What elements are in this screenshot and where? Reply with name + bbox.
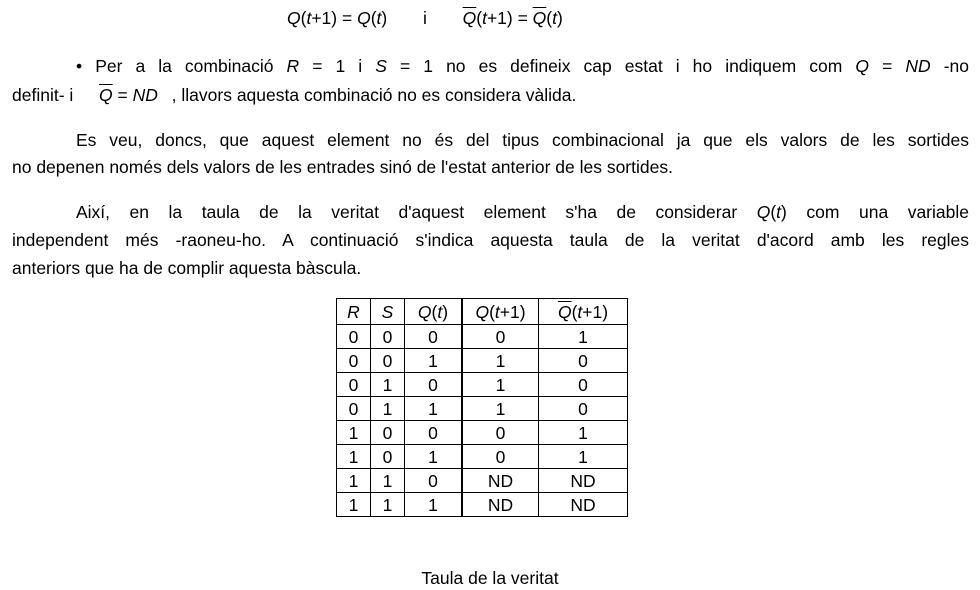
table-cell: 1 (539, 445, 628, 469)
bullet-text: -no (943, 56, 970, 76)
table-row (337, 469, 628, 493)
header-q-t1: Q(t+1) (462, 299, 539, 325)
table-cell: 0 (405, 373, 463, 397)
var-q: Q (855, 56, 870, 76)
table-cell: 0 (337, 349, 371, 373)
bullet-text: Per a la combinació (95, 56, 274, 76)
table-cell: 1 (371, 493, 405, 517)
var-r: R (286, 56, 300, 76)
table-cell: 1 (371, 397, 405, 421)
table-cell: 0 (405, 421, 463, 445)
table-cell: 0 (371, 349, 405, 373)
table-row (337, 397, 628, 421)
bullet-text: no es defineix cap estat i ho indiquem com (446, 56, 843, 76)
para3-text: Així, en la taula de la veritat d'aquest element s'ha de considerar (76, 202, 738, 222)
para3-text: com una variable (806, 202, 969, 222)
para3-line-3: anteriors que ha de complir aquesta bàscula. (12, 258, 362, 278)
table-cell: 0 (539, 349, 628, 373)
table-row (337, 445, 628, 469)
header-qbar-t1: $\overline{Q}(t+1)$ (539, 299, 628, 325)
table-cell: 1 (337, 469, 371, 493)
equation-left: Q(t+1) = Q(t) (287, 8, 388, 28)
header-q-t: Q(t) (405, 299, 463, 325)
table-cell: 1 (462, 397, 539, 421)
table-row (337, 493, 628, 517)
table-cell: 0 (405, 469, 463, 493)
table-cell: 1 (539, 325, 628, 349)
table-cell: 1 (405, 349, 463, 373)
para3-line-2: independent més -raoneu-ho. A continuació s'indica aquesta taula de la veritat d'acord amb les regles (12, 230, 969, 250)
table-cell: 1 (371, 469, 405, 493)
conj-text: i (358, 56, 363, 76)
para2-line-2: no depenen només dels valors de les entrades sinó de l'estat anterior de les sortides. (12, 157, 673, 177)
table-cell: 0 (462, 445, 539, 469)
truth-table (336, 298, 628, 517)
equation-conjunction: i (422, 8, 427, 28)
table-header-row (337, 299, 628, 325)
table-cell: 1 (405, 397, 463, 421)
table-cell: 0 (462, 421, 539, 445)
table-cell: 0 (371, 325, 405, 349)
table-cell: 1 (371, 373, 405, 397)
bullet-symbol: • (76, 56, 83, 76)
table-cell: 0 (337, 325, 371, 349)
table-row (337, 325, 628, 349)
var-q-t: Q(t) (756, 202, 787, 222)
var-nd: ND (132, 85, 158, 105)
table-row (337, 421, 628, 445)
table-cell: 0 (337, 397, 371, 421)
table-row (337, 373, 628, 397)
bullet-line-1 (76, 56, 969, 76)
para3-line-1 (76, 202, 969, 222)
table-row (337, 349, 628, 373)
table-cell: 1 (539, 421, 628, 445)
table-cell: ND (539, 493, 628, 517)
table-cell: ND (462, 469, 539, 493)
table-cell: 0 (405, 325, 463, 349)
bullet-text: , llavors aquesta combinació no es considera vàlida. (171, 85, 577, 105)
value-text: = 1 (400, 56, 434, 76)
table-cell: 1 (462, 349, 539, 373)
table-cell: 1 (405, 493, 463, 517)
equals-text: = (882, 56, 893, 76)
bullet-line-2 (12, 85, 576, 105)
table-cell: 1 (337, 493, 371, 517)
table-cell: 1 (337, 445, 371, 469)
table-cell: 0 (371, 421, 405, 445)
table-cell: ND (462, 493, 539, 517)
table-cell: 0 (462, 325, 539, 349)
var-q-bar: $\overline{Q}$ (99, 85, 113, 105)
var-s: S (375, 56, 387, 76)
table-cell: 1 (337, 421, 371, 445)
var-nd: ND (905, 56, 931, 76)
header-r: R (337, 299, 371, 325)
equals-text: = (117, 85, 128, 105)
table-cell: ND (539, 469, 628, 493)
para2-line-1: Es veu, doncs, que aquest element no és del tipus combinacional ja que els valors de les sortides (76, 130, 969, 150)
table-cell: 0 (539, 373, 628, 397)
value-text: = 1 (312, 56, 346, 76)
bullet-text: definit- i (12, 85, 74, 105)
header-s: S (371, 299, 405, 325)
equation (287, 8, 563, 28)
table-cell: 0 (337, 373, 371, 397)
table-cell: 0 (371, 445, 405, 469)
table-cell: 1 (462, 373, 539, 397)
table-cell: 1 (405, 445, 463, 469)
table-caption: Taula de la veritat (421, 568, 559, 588)
equation-right: $\overline{Q}(t+1) = \overline{Q}(t)$ (462, 8, 563, 28)
truth-table-body (337, 325, 628, 517)
table-cell: 0 (539, 397, 628, 421)
